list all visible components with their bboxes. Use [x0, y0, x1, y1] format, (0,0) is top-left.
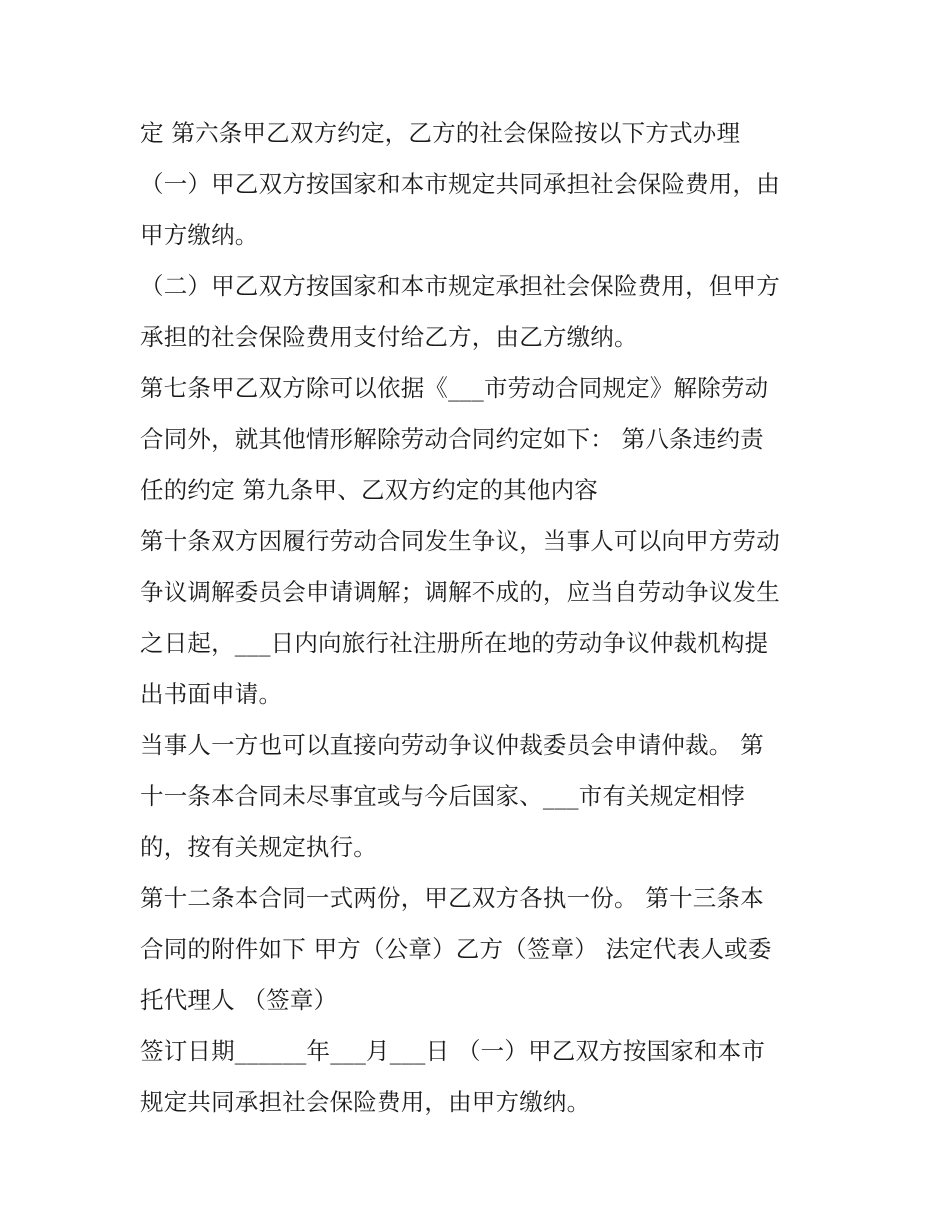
text-line: 第七条甲乙双方除可以依据《___市劳动合同规定》解除劳动	[140, 374, 769, 402]
text-line: 当事人一方也可以直接向劳动争议仲裁委员会申请仲裁。 第	[140, 731, 764, 759]
text-line: 合同外，就其他情形解除劳动合同约定如下： 第八条违约责	[140, 425, 764, 453]
text-line: 出书面申请。	[140, 680, 283, 708]
text-line: 争议调解委员会申请调解；调解不成的，应当自劳动争议发生	[140, 578, 780, 606]
text-line: 签订日期______年___月___日 （一）甲乙双方按国家和本市	[140, 1037, 766, 1065]
text-line: （一）甲乙双方按国家和本市规定共同承担社会保险费用，由	[140, 170, 780, 198]
text-line: 任的约定 第九条甲、乙双方约定的其他内容	[140, 476, 598, 504]
text-line: 托代理人 （签章）	[140, 986, 338, 1014]
text-line: 十一条本合同未尽事宜或与今后国家、___市有关规定相悖	[140, 782, 745, 810]
text-line: 承担的社会保险费用支付给乙方，由乙方缴纳。	[140, 323, 638, 351]
text-line: 定 第六条甲乙双方约定，乙方的社会保险按以下方式办理	[140, 119, 741, 147]
text-line: 规定共同承担社会保险费用，由甲方缴纳。	[140, 1088, 591, 1116]
text-line: 第十二条本合同一式两份，甲乙双方各执一份。 第十三条本	[140, 884, 764, 912]
text-line: 合同的附件如下 甲方（公章）乙方（签章） 法定代表人或委	[140, 935, 772, 963]
text-line: 的，按有关规定执行。	[140, 833, 377, 861]
text-line: 甲方缴纳。	[140, 221, 259, 249]
text-line: （二）甲乙双方按国家和本市规定承担社会保险费用，但甲方	[140, 272, 780, 300]
text-line: 第十条双方因履行劳动合同发生争议，当事人可以向甲方劳动	[140, 527, 780, 555]
document-body	[140, 108, 830, 1128]
text-line: 之日起，___日内向旅行社注册所在地的劳动争议仲裁机构提	[140, 629, 769, 657]
